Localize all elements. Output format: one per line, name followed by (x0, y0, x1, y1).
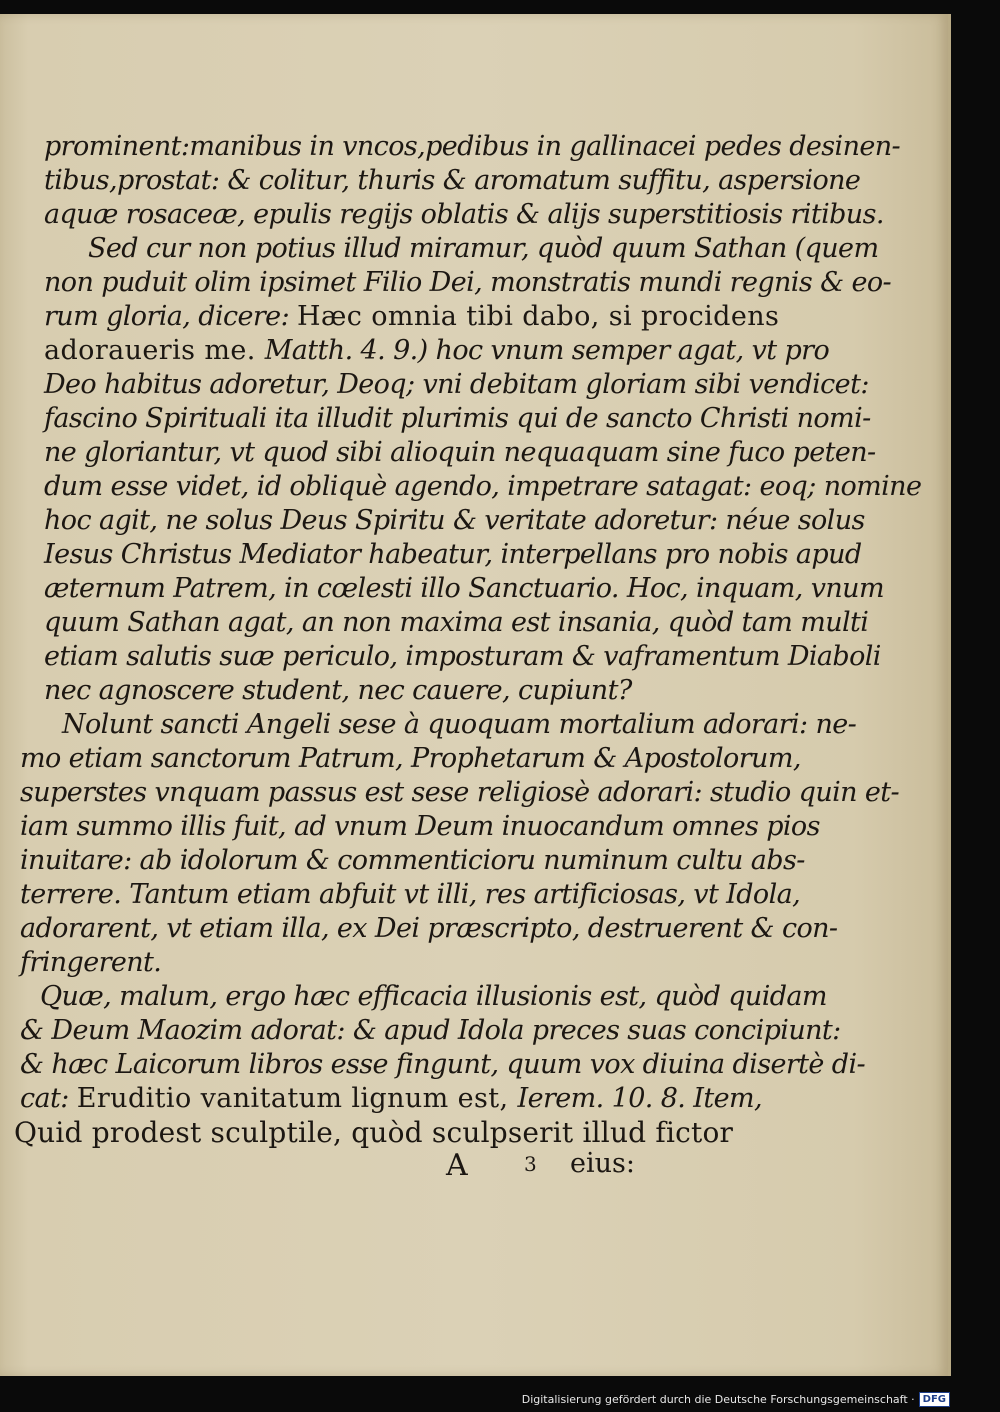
text-line: & hæc Laicorum libros esse fingunt, quum vox diuina disertè di- (20, 1049, 866, 1080)
text-line: Nolunt sancti Angeli sese à quoquam mortalium adorari: ne- (62, 709, 857, 740)
text-line: & Deum Maozim adorat: & apud Idola preces suas concipiunt: (20, 1015, 841, 1046)
text-line: fascino Spirituali ita illudit plurimis qui de sancto Christi nomi- (44, 403, 871, 434)
signature-mark: A (446, 1148, 468, 1183)
text-line: rum gloria, dicere: Hæc omnia tibi dabo, si procidens (44, 301, 780, 332)
dfg-logo-icon: DFG (919, 1392, 950, 1407)
text-line: terrere. Tantum etiam abfuit vt illi, res artificiosas, vt Idola, (20, 879, 801, 910)
text-line: Quid prodest sculptile, quòd sculpserit illud fictor (14, 1116, 734, 1149)
text-line: Sed cur non potius illud miramur, quòd quum Sathan (quem (88, 233, 879, 264)
text-line: Iesus Christus Mediator habeatur, interpellans pro nobis apud (44, 539, 862, 570)
text-line: tibus,prostat: & colitur, thuris & aromatum suffitu, aspersione (44, 165, 861, 196)
text-line: aquæ rosaceæ, epulis regijs oblatis & alijs superstitiosis ritibus. (44, 199, 884, 230)
signature-number: 3 (524, 1152, 537, 1176)
text-line: Deo habitus adoretur, Deoq; vni debitam gloriam sibi vendicet: (44, 369, 869, 400)
signature-line (446, 1148, 666, 1182)
text-line: æternum Patrem, in cœlesti illo Sanctuario. Hoc, inquam, vnum (44, 573, 884, 604)
text-line: superstes vnquam passus est sese religiosè adorari: studio quin et- (20, 777, 900, 808)
text-line: dum esse videt, id obliquè agendo, impetrare satagat: eoq; nomine (44, 471, 922, 502)
catchword: eius: (570, 1148, 635, 1179)
text-line: iam summo illis fuit, ad vnum Deum inuocandum omnes pios (20, 811, 820, 842)
text-line: etiam salutis suæ periculo, imposturam & vaframentum Diaboli (44, 641, 881, 672)
footer-credit: Digitalisierung gefördert durch die Deutsche Forschungsgemeinschaft · (521, 1392, 915, 1406)
text-line: hoc agit, ne solus Deus Spiritu & veritate adoretur: néue solus (44, 505, 865, 536)
text-line: adoraueris me. Matth. 4. 9.) hoc vnum semper agat, vt pro (44, 335, 830, 366)
text-line: adorarent, vt etiam illa, ex Dei præscripto, destruerent & con- (20, 913, 838, 944)
digitization-footer (522, 1389, 950, 1409)
text-line: Quæ, malum, ergo hæc efficacia illusionis est, quòd quidam (40, 981, 827, 1012)
text-line: cat: Eruditio vanitatum lignum est, Ierem. 10. 8. Item, (20, 1083, 762, 1114)
text-line: mo etiam sanctorum Patrum, Prophetarum & Apostolorum, (20, 743, 801, 774)
text-line: ne gloriantur, vt quod sibi alioquin nequaquam sine fuco peten- (44, 437, 876, 468)
text-line: non puduit olim ipsimet Filio Dei, monstratis mundi regnis & eo- (44, 267, 892, 298)
text-line: nec agnoscere student, nec cauere, cupiunt? (44, 675, 632, 706)
text-line: fringerent. (20, 947, 162, 978)
text-line: prominent:manibus in vncos,pedibus in gallinacei pedes desinen- (44, 131, 901, 162)
text-line: quum Sathan agat, an non maxima est insania, quòd tam multi (44, 607, 869, 638)
book-page (0, 14, 951, 1376)
text-line: inuitare: ab idolorum & commenticioru numinum cultu abs- (20, 845, 805, 876)
